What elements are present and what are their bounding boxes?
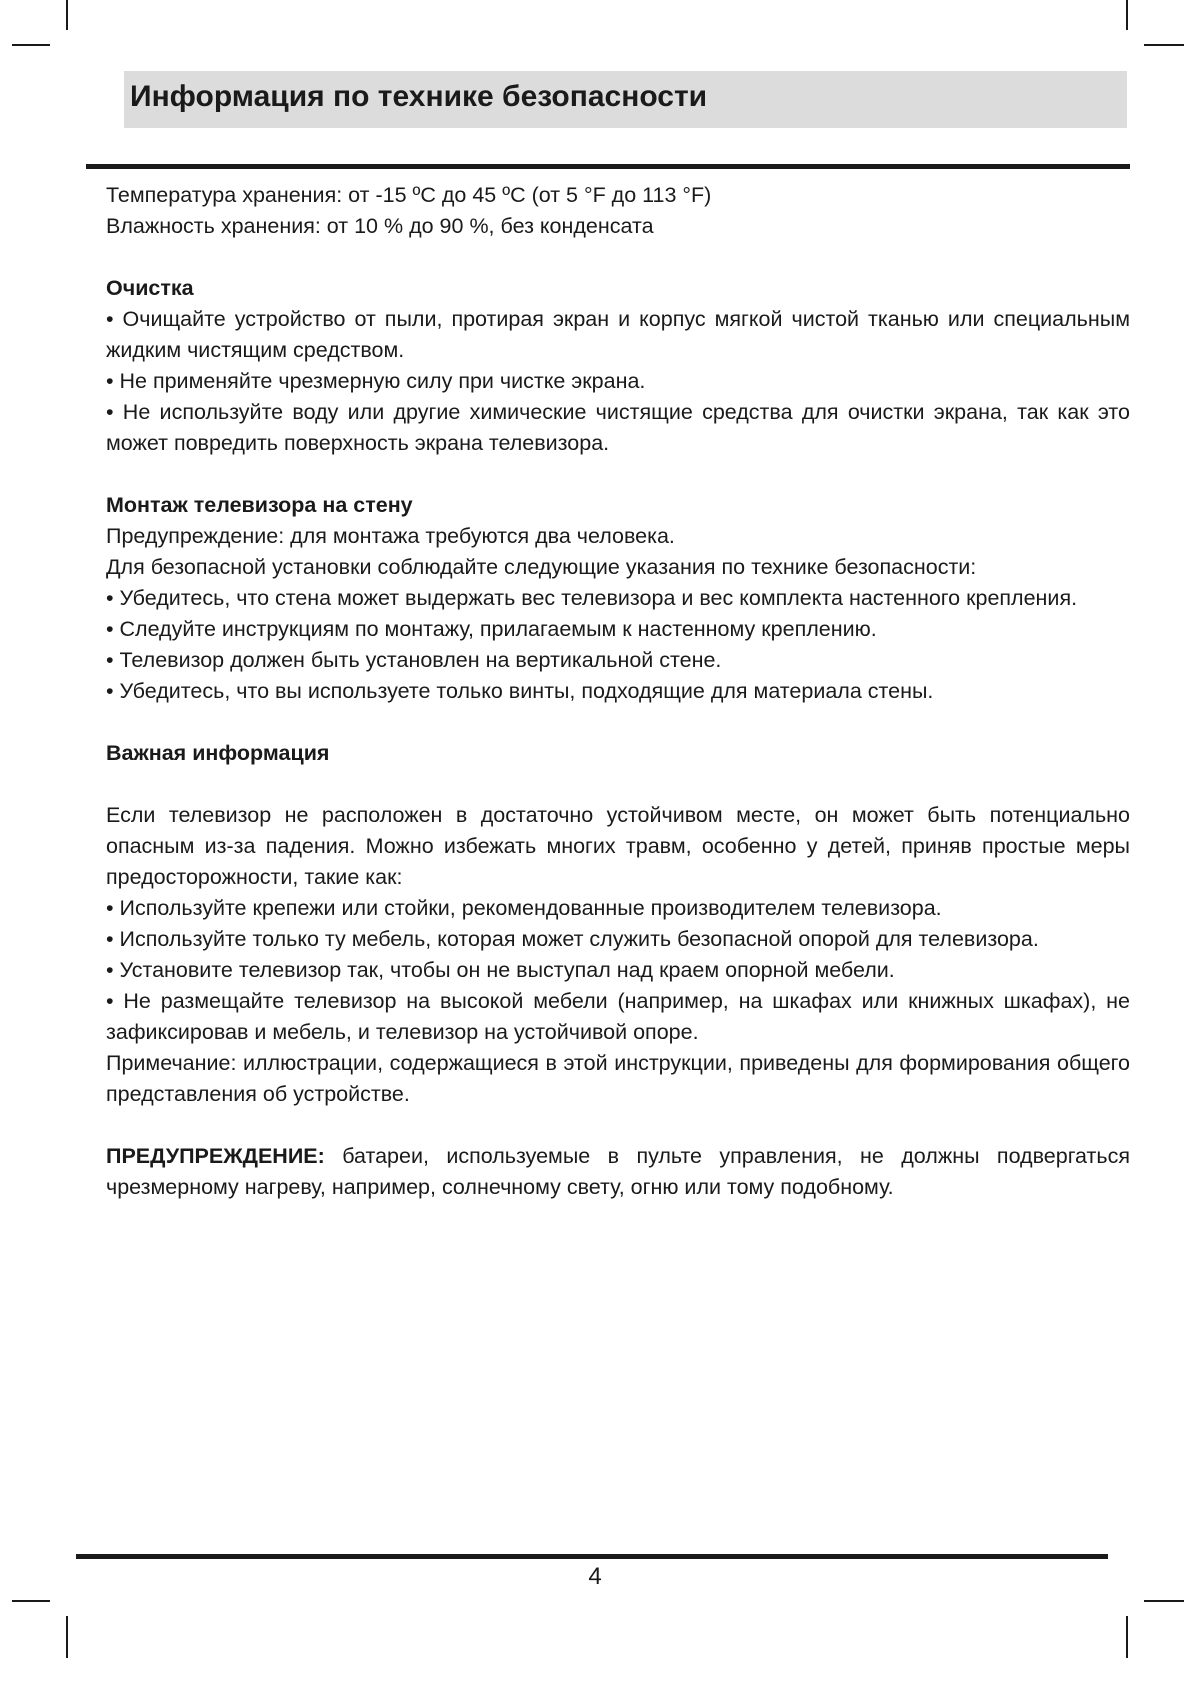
crop-mark-top-right-v: [1126, 0, 1128, 30]
cleaning-item-2: • Не применяйте чрезмерную силу при чистке экрана.: [106, 369, 646, 393]
footer-rule: [76, 1554, 1108, 1559]
crop-mark-bottom-left-h: [12, 1600, 50, 1602]
title-bar: [124, 71, 1127, 128]
title-underline: [86, 164, 1130, 169]
cleaning-item-1: • Очищайте устройство от пыли, протирая экран и корпус мягкой чистой тканью или специальным жидким чистящим средством.: [106, 307, 1130, 362]
page-number: 4: [588, 1563, 602, 1590]
wall-mount-warning: Предупреждение: для монтажа требуются два человека.: [106, 524, 675, 548]
battery-warning-label: ПРЕДУПРЕЖДЕНИЕ:: [106, 1144, 325, 1168]
crop-mark-bottom-right-v: [1126, 1616, 1128, 1658]
important-item-1: • Используйте крепежи или стойки, рекомендованные производителем телевизора.: [106, 896, 942, 920]
wall-mount-intro: Для безопасной установки соблюдайте следующие указания по технике безопасности:: [106, 555, 977, 579]
wall-mount-item-2: • Следуйте инструкциям по монтажу, прилагаемым к настенному креплению.: [106, 617, 877, 641]
crop-mark-top-left-v: [66, 0, 68, 30]
wall-mount-item-1: • Убедитесь, что стена может выдержать вес телевизора и вес комплекта настенного крепления.: [106, 586, 1078, 610]
important-note: Примечание: иллюстрации, содержащиеся в этой инструкции, приведены для формирования общего представления об устройстве.: [106, 1051, 1130, 1106]
important-intro: Если телевизор не расположен в достаточно устойчивом месте, он может быть потенциально опасным из-за падения. Можно избежать многих травм, особенно у детей, приняв простые меры предосторожности, такие как:: [106, 803, 1130, 889]
page-title: Информация по технике безопасности: [130, 80, 708, 113]
storage-humidity: Влажность хранения: от 10 % до 90 %, без конденсата: [106, 214, 654, 238]
wall-mount-heading: Монтаж телевизора на стену: [106, 493, 413, 517]
important-item-2: • Используйте только ту мебель, которая может служить безопасной опорой для телевизора.: [106, 927, 1039, 951]
crop-mark-bottom-left-v: [66, 1616, 68, 1658]
wall-mount-item-3: • Телевизор должен быть установлен на вертикальной стене.: [106, 648, 722, 672]
important-item-4: • Не размещайте телевизор на высокой мебели (например, на шкафах или книжных шкафах), не зафиксировав и мебель, и телевизор на устойчивой опоре.: [106, 989, 1130, 1044]
crop-mark-top-right-h: [1144, 44, 1184, 46]
important-item-3: • Установите телевизор так, чтобы он не выступал над краем опорной мебели.: [106, 958, 895, 982]
storage-temperature: Температура хранения: от -15 ºC до 45 ºC (от 5 °F до 113 °F): [106, 183, 712, 207]
battery-warning: [106, 1141, 1130, 1203]
crop-mark-top-left-h: [12, 44, 50, 46]
important-heading: Важная информация: [106, 741, 330, 765]
main-content: [106, 180, 1130, 1203]
crop-mark-bottom-right-h: [1144, 1600, 1184, 1602]
battery-warning-text: батареи, используемые в пульте управления, не должны подвергаться чрезмерному нагреву, например, солнечному свету, огню или тому подобному.: [106, 1144, 1130, 1199]
cleaning-heading: Очистка: [106, 276, 194, 300]
wall-mount-item-4: • Убедитесь, что вы используете только винты, подходящие для материала стены.: [106, 679, 934, 703]
cleaning-item-3: • Не используйте воду или другие химические чистящие средства для очистки экрана, так как это может повредить поверхность экрана телевизора.: [106, 400, 1130, 455]
